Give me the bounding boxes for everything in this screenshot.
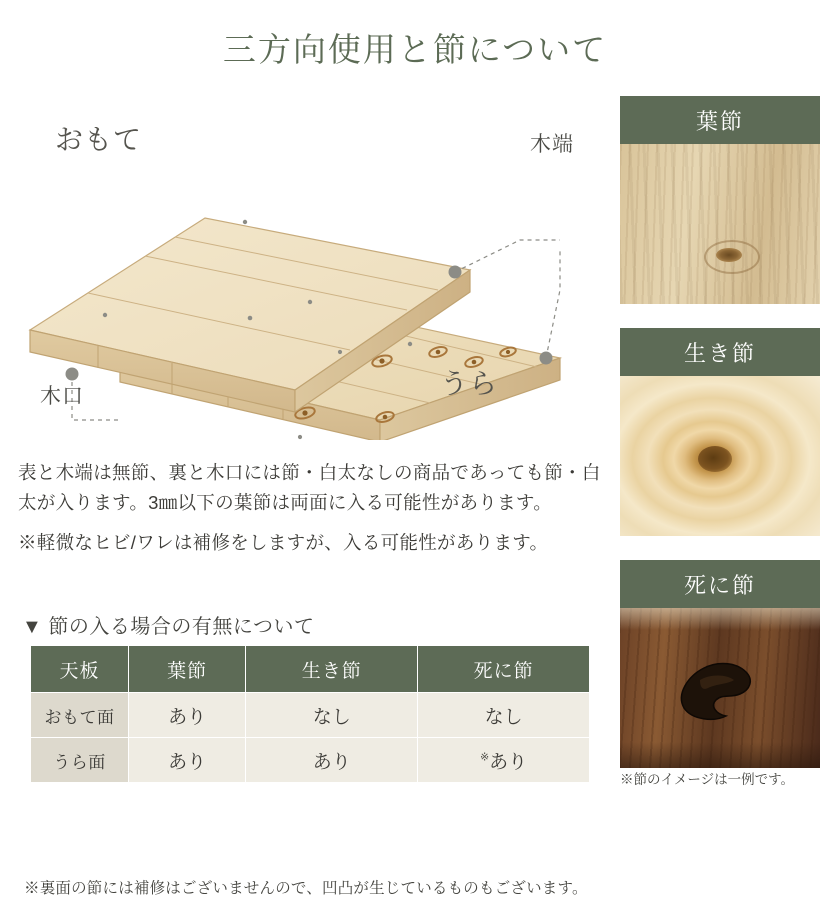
col-header-habushi: 葉節 [129, 646, 246, 693]
table-row [31, 693, 590, 738]
photo-image-habushi [620, 144, 820, 304]
label-ura: うら [440, 368, 499, 399]
photo-card-ikibushi [620, 328, 820, 536]
table-header-row [31, 646, 590, 693]
cell-ura-habushi: あり [129, 738, 246, 783]
photo-card-habushi [620, 96, 820, 304]
table-heading: ▼ 節の入る場合の有無について [22, 616, 315, 638]
col-header-shinibushi: 死に節 [418, 646, 590, 693]
knot-core-decoration [698, 446, 732, 472]
shadow-band [620, 742, 820, 768]
label-kobata: 木端 [530, 133, 574, 156]
photo-caption-habushi: 葉節 [620, 96, 820, 144]
label-koguchi: 木口 [40, 385, 84, 408]
dead-knot-shape [670, 650, 766, 728]
cell-ura-shinibushi [418, 738, 590, 783]
col-header-tenban: 天板 [31, 646, 129, 693]
table-row [31, 738, 590, 783]
photo-caption-shinibushi: 死に節 [620, 560, 820, 608]
photo-image-shinibushi [620, 608, 820, 768]
cell-omote-habushi: あり [129, 693, 246, 738]
photo-image-ikibushi [620, 376, 820, 536]
photo-note: ※節のイメージは一例です。 [620, 772, 795, 787]
photo-caption-ikibushi: 生き節 [620, 328, 820, 376]
cell-ura-shinibushi-value: あり [489, 751, 528, 773]
col-header-ikibushi: 生き節 [246, 646, 418, 693]
body-note: ※軽微なヒビ/ワレは補修をしますが、入る可能性があります。 [18, 531, 549, 553]
board-diagram [0, 90, 615, 440]
highlight-band [620, 608, 820, 630]
knot-core-decoration [716, 248, 742, 262]
left-column [0, 90, 615, 897]
table-footnote: ※裏面の節には補修はございませんので、凹凸が生じているものもございます。 [24, 880, 588, 897]
cell-omote-shinibushi: なし [418, 693, 590, 738]
asterisk-mark: ※ [479, 751, 490, 764]
body-paragraph: 表と木端は無節、裏と木口には節・白太なしの商品であっても節・白太が入ります。3㎜以下の葉節は両面に入る可能性があります。 [18, 462, 601, 513]
cell-omote-ikibushi: なし [246, 693, 418, 738]
row-label-ura: うら面 [31, 738, 129, 783]
knot-table [30, 645, 590, 783]
page-title: 三方向使用と節について [222, 31, 608, 68]
label-omote: おもて [55, 124, 143, 155]
body-text [18, 458, 618, 558]
row-label-omote: おもて面 [31, 693, 129, 738]
photo-card-shinibushi [620, 560, 820, 768]
cell-ura-ikibushi: あり [246, 738, 418, 783]
